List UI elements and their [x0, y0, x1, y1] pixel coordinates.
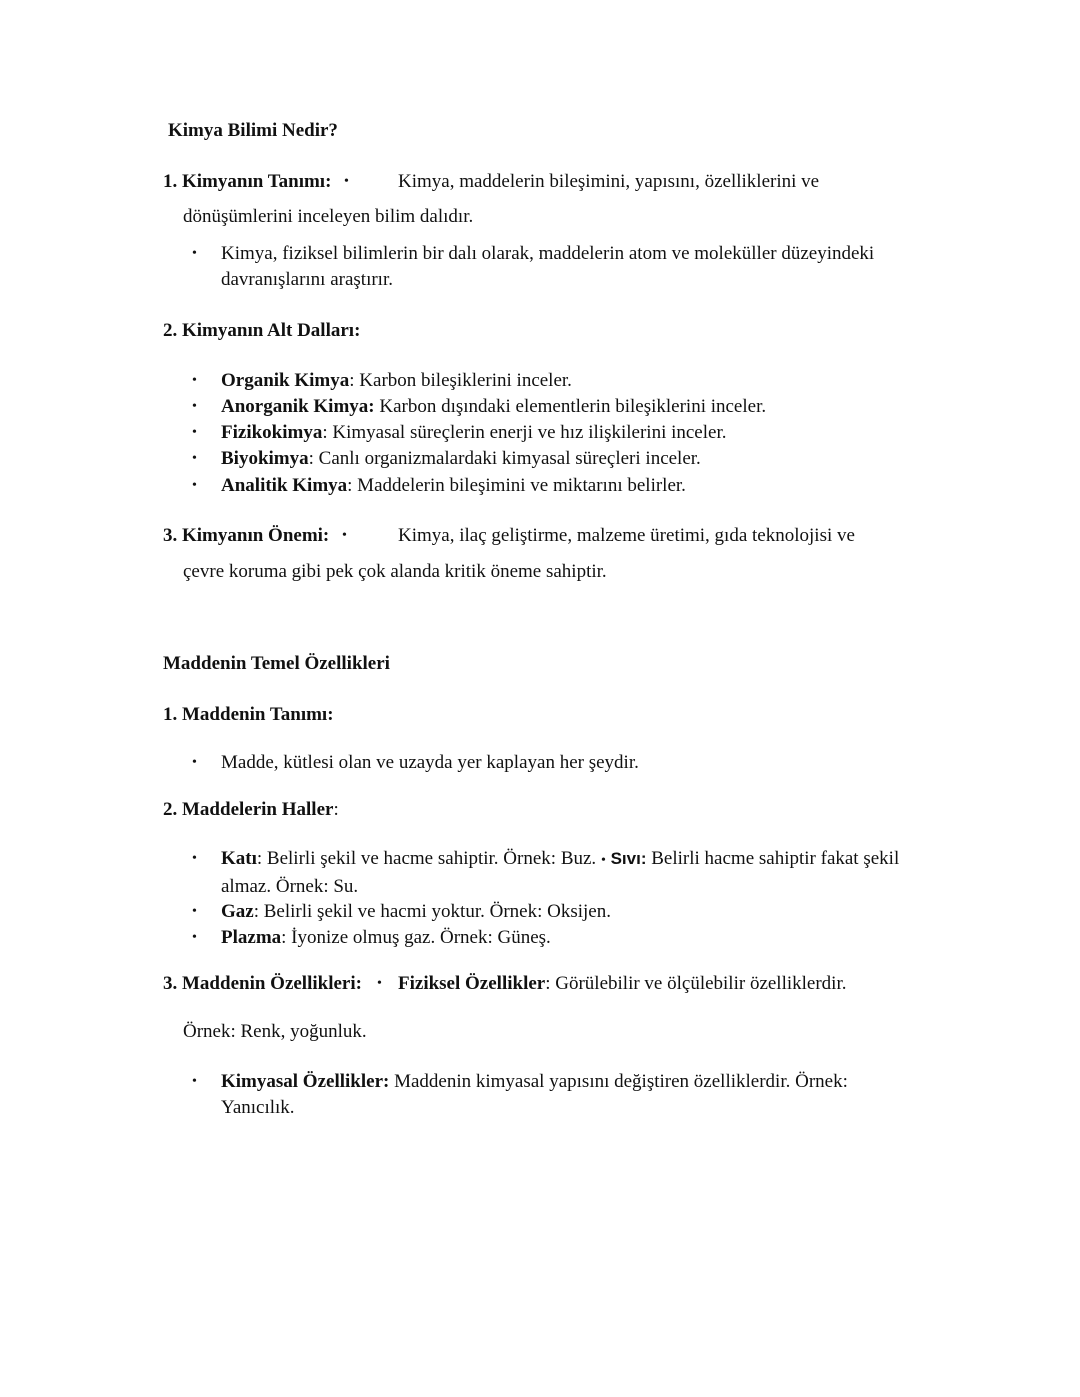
term: Fiziksel Özellikler — [398, 973, 546, 994]
description: : Belirli şekil ve hacmi yoktur. Örnek: Oksijen. — [253, 901, 611, 922]
bullet-icon: • — [192, 478, 197, 493]
term: Biyokimya — [221, 448, 309, 469]
alt-dallar-heading: 2. Kimyanın Alt Dalları: — [163, 320, 361, 341]
list-item-organik — [221, 368, 921, 394]
term: Anorganik Kimya: — [221, 396, 375, 417]
kimya-onemi-continuation: çevre koruma gibi pek çok alanda kritik öneme sahiptir. — [183, 561, 607, 582]
bullet-icon: • — [342, 528, 347, 543]
section-title-madde: Maddenin Temel Özellikleri — [163, 653, 390, 674]
description: : İyonize olmuş gaz. Örnek: Güneş. — [281, 927, 551, 948]
section-title-kimya: Kimya Bilimi Nedir? — [168, 120, 338, 141]
description: : Karbon bileşiklerini inceler. — [349, 370, 572, 391]
fiziksel-ozellikler-inline — [398, 971, 847, 997]
term: Sıvı: — [610, 849, 647, 868]
kimya-tanimi-continuation: dönüşümlerini inceleyen bilim dalıdır. — [183, 206, 474, 227]
bullet-icon: • — [192, 425, 197, 440]
description: Maddenin kimyasal yapısını değiştiren özelliklerdir. Örnek: Yanıcılık. — [221, 1071, 848, 1118]
term: Gaz — [221, 901, 254, 922]
description: Karbon dışındaki elementlerin bileşiklerini inceler. — [374, 396, 767, 417]
list-item-kati-sivi — [221, 846, 921, 900]
bullet-icon: • — [192, 451, 197, 466]
term: Organik Kimya — [221, 370, 350, 391]
list-item-fizikokimya — [221, 420, 921, 446]
madde-tanimi-bullet: Madde, kütlesi olan ve uzayda yer kaplayan her şeydir. — [221, 752, 639, 773]
description: : Görülebilir ve ölçülebilir özelliklerdir. — [545, 973, 847, 994]
list-item-biyokimya — [221, 446, 921, 472]
bullet-icon: • — [192, 755, 197, 770]
madde-ozellikleri-heading: 3. Maddenin Özellikleri: — [163, 973, 362, 994]
bullet-icon: • — [192, 1074, 197, 1089]
bullet-icon: • — [192, 930, 197, 945]
list-item-anorganik — [221, 394, 921, 420]
fiziksel-ozellikler-continuation: Örnek: Renk, yoğunluk. — [183, 1021, 367, 1042]
bullet-icon: • — [192, 399, 197, 414]
heading-colon: : — [333, 799, 339, 820]
list-item-kimyasal-ozellikler — [221, 1069, 921, 1121]
kimya-onemi-inline-text: Kimya, ilaç geliştirme, malzeme üretimi, gıda teknolojisi ve — [398, 525, 855, 546]
bullet-icon: • — [600, 853, 606, 868]
kimya-tanimi-inline-text: Kimya, maddelerin bileşimini, yapısını, özelliklerini ve — [398, 171, 820, 192]
madde-tanimi-heading: 1. Maddenin Tanımı: — [163, 704, 334, 725]
bullet-icon: • — [192, 904, 197, 919]
description: Belirli hacme sahiptir fakat şekil almaz. Örnek: Su. — [221, 848, 900, 897]
bullet-icon: • — [377, 976, 382, 991]
description: : Belirli şekil ve hacme sahiptir. Örnek: Buz. — [256, 848, 601, 869]
kimya-tanimi-heading: 1. Kimyanın Tanımı: — [163, 171, 332, 192]
heading-text: 2. Maddelerin Haller — [163, 799, 334, 820]
description: : Kimyasal süreçlerin enerji ve hız ilişkilerini inceler. — [322, 422, 727, 443]
term: Kimyasal Özellikler: — [221, 1071, 390, 1092]
bullet-icon: • — [344, 174, 349, 189]
term: Plazma — [221, 927, 282, 948]
bullet-icon: • — [192, 373, 197, 388]
list-item-plazma — [221, 925, 921, 951]
list-item-analitik — [221, 473, 921, 499]
term: Katı — [221, 848, 257, 869]
description: : Canlı organizmalardaki kimyasal süreçleri inceler. — [308, 448, 701, 469]
list-item-gaz — [221, 899, 921, 925]
bullet-icon: • — [192, 246, 197, 261]
kimya-tanimi-bullet: Kimya, fiziksel bilimlerin bir dalı olarak, maddelerin atom ve moleküller düzeyindeki davranışlarını araştırır. — [221, 243, 875, 290]
term: Analitik Kimya — [221, 475, 348, 496]
bullet-icon: • — [192, 851, 197, 866]
kimya-onemi-heading: 3. Kimyanın Önemi: — [163, 525, 330, 546]
madde-halleri-heading — [163, 797, 339, 823]
term: Fizikokimya — [221, 422, 323, 443]
description: : Maddelerin bileşimini ve miktarını belirler. — [347, 475, 686, 496]
